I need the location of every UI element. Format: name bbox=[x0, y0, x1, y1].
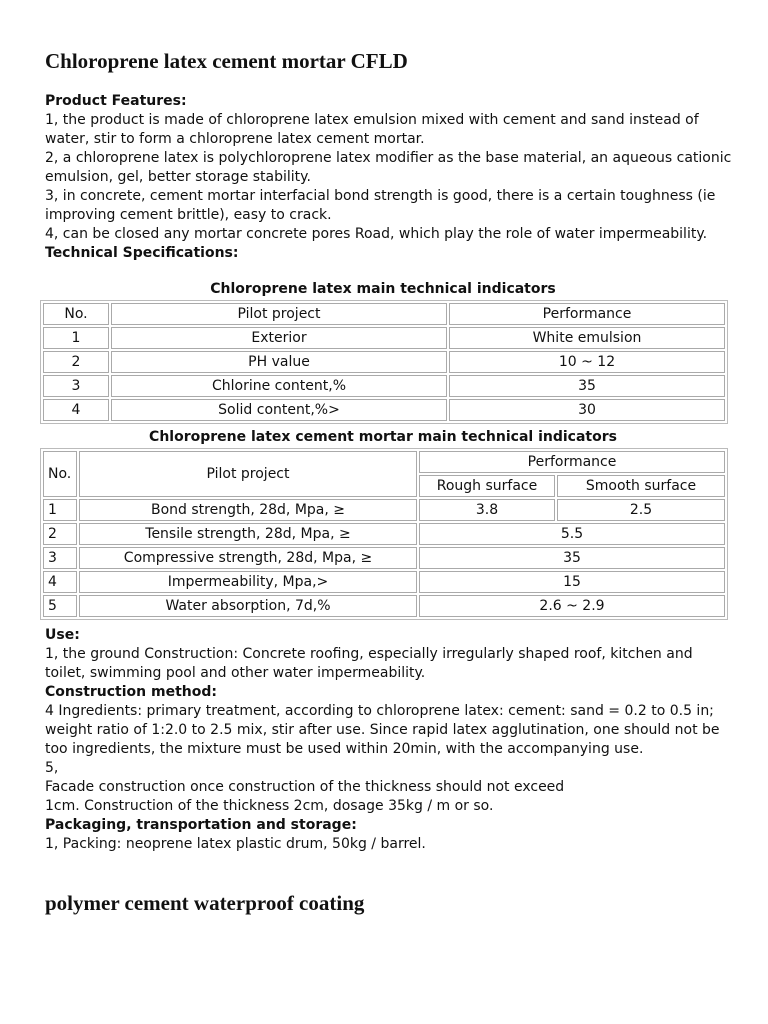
packaging-line: 1, Packing: neoprene latex plastic drum, 50kg / barrel. bbox=[45, 836, 426, 852]
latex-indicators-table bbox=[40, 300, 728, 424]
table-header-row bbox=[43, 303, 725, 325]
use-line: 1, the ground Construction: Concrete roofing, especially irregularly shaped roof, kitchen and toilet, swimming pool and other water impermeability. bbox=[45, 646, 693, 681]
cell-no: 4 bbox=[43, 399, 109, 421]
header-project: Pilot project bbox=[79, 451, 417, 497]
product-features-section bbox=[45, 92, 735, 263]
cell-rough: 3.8 bbox=[419, 499, 555, 521]
cell-performance: 30 bbox=[449, 399, 725, 421]
header-performance: Performance bbox=[449, 303, 725, 325]
cell-no: 4 bbox=[43, 571, 77, 593]
table-row bbox=[43, 595, 725, 617]
header-smooth-surface: Smooth surface bbox=[557, 475, 725, 497]
table1-caption: Chloroprene latex main technical indicators bbox=[210, 281, 556, 297]
cell-project: PH value bbox=[111, 351, 447, 373]
page-title: Chloroprene latex cement mortar CFLD bbox=[45, 49, 408, 73]
construction-line: 4 Ingredients: primary treatment, according to chloroprene latex: cement: sand = 0.2 to 0.5 in; weight ratio of 1:2.0 to 2.5 mix, stir after use. Since rapid latex agglutination, one should not be too ingredients, the mixture must be used within 20min, with the accompanying use. bbox=[45, 703, 720, 757]
header-rough-surface: Rough surface bbox=[419, 475, 555, 497]
packaging-heading: Packaging, transportation and storage: bbox=[45, 817, 357, 833]
cell-performance: 10 ~ 12 bbox=[449, 351, 725, 373]
construction-heading: Construction method: bbox=[45, 684, 217, 700]
cell-project: Impermeability, Mpa,> bbox=[79, 571, 417, 593]
table-row bbox=[43, 499, 725, 521]
table-row bbox=[43, 375, 725, 397]
feature-line: 3, in concrete, cement mortar interfacial bond strength is good, there is a certain toughness (ie improving cement brittle), easy to crack. bbox=[45, 188, 716, 223]
construction-line: Facade construction once construction of the thickness should not exceed bbox=[45, 779, 565, 795]
product-features-heading: Product Features: bbox=[45, 93, 187, 109]
mortar-indicators-table bbox=[40, 448, 728, 620]
cell-performance: White emulsion bbox=[449, 327, 725, 349]
cell-no: 1 bbox=[43, 499, 77, 521]
table-header-row bbox=[43, 451, 725, 473]
header-performance: Performance bbox=[419, 451, 725, 473]
cell-no: 1 bbox=[43, 327, 109, 349]
feature-line: 4, can be closed any mortar concrete pores Road, which play the role of water impermeability. bbox=[45, 226, 708, 242]
cell-performance: 15 bbox=[419, 571, 725, 593]
cell-performance: 35 bbox=[419, 547, 725, 569]
table-row bbox=[43, 547, 725, 569]
cell-project: Bond strength, 28d, Mpa, ≥ bbox=[79, 499, 417, 521]
feature-line: 1, the product is made of chloroprene latex emulsion mixed with cement and sand instead of water, stir to form a chloroprene latex cement mortar. bbox=[45, 112, 699, 147]
table-row bbox=[43, 327, 725, 349]
construction-line: 1cm. Construction of the thickness 2cm, dosage 35kg / m or so. bbox=[45, 798, 494, 814]
cell-no: 5 bbox=[43, 595, 77, 617]
cell-no: 2 bbox=[43, 351, 109, 373]
header-project: Pilot project bbox=[111, 303, 447, 325]
table-row bbox=[43, 571, 725, 593]
cell-project: Chlorine content,% bbox=[111, 375, 447, 397]
cell-project: Solid content,%> bbox=[111, 399, 447, 421]
cell-no: 3 bbox=[43, 547, 77, 569]
cell-performance: 35 bbox=[449, 375, 725, 397]
cell-project: Exterior bbox=[111, 327, 447, 349]
cell-project: Tensile strength, 28d, Mpa, ≥ bbox=[79, 523, 417, 545]
cell-performance: 2.6 ~ 2.9 bbox=[419, 595, 725, 617]
cell-project: Water absorption, 7d,% bbox=[79, 595, 417, 617]
cell-project: Compressive strength, 28d, Mpa, ≥ bbox=[79, 547, 417, 569]
cell-performance: 5.5 bbox=[419, 523, 725, 545]
tech-spec-heading: Technical Specifications: bbox=[45, 245, 239, 261]
table2-caption: Chloroprene latex cement mortar main technical indicators bbox=[149, 429, 617, 445]
use-heading: Use: bbox=[45, 627, 80, 643]
table-row bbox=[43, 351, 725, 373]
construction-line: 5, bbox=[45, 760, 59, 776]
use-and-construction-section bbox=[45, 626, 735, 854]
cell-no: 2 bbox=[43, 523, 77, 545]
feature-line: 2, a chloroprene latex is polychloroprene latex modifier as the base material, an aqueous cationic emulsion, gel, better storage stability. bbox=[45, 150, 732, 185]
section-title: polymer cement waterproof coating bbox=[45, 891, 365, 915]
table-row bbox=[43, 523, 725, 545]
table-row bbox=[43, 399, 725, 421]
cell-no: 3 bbox=[43, 375, 109, 397]
header-no: No. bbox=[43, 303, 109, 325]
cell-smooth: 2.5 bbox=[557, 499, 725, 521]
header-no: No. bbox=[43, 451, 77, 497]
